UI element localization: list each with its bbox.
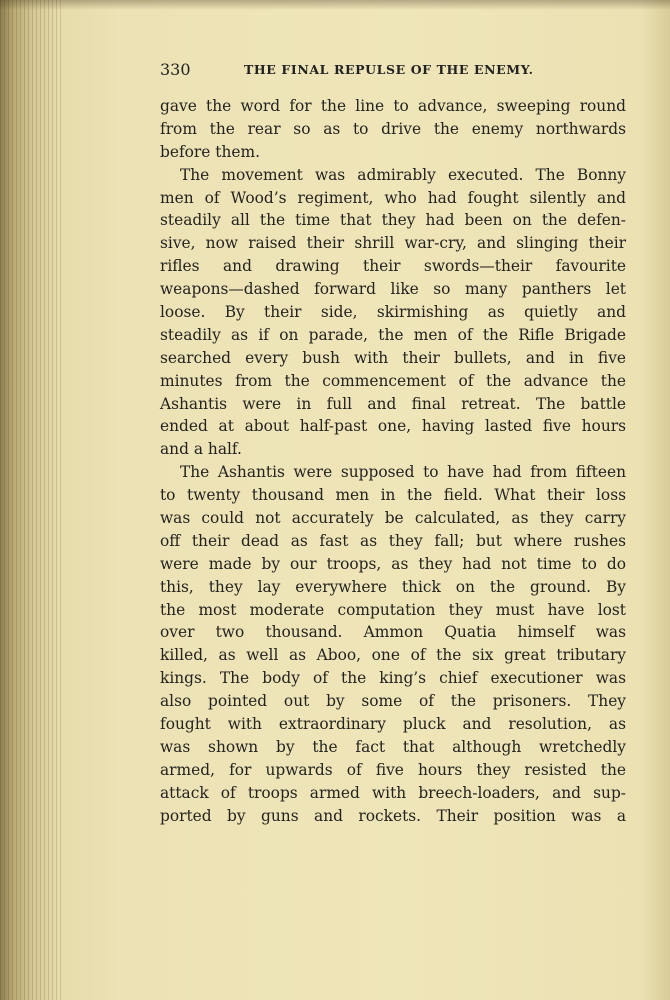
text-line: to twenty thousand men in the field. What their loss (160, 486, 626, 505)
text-line: The Ashantis were supposed to have had from fifteen (180, 463, 626, 482)
text-line: kings. The body of the king’s chief executioner was (160, 669, 626, 688)
page-number: 330 (160, 60, 191, 79)
text-line: sive, now raised their shrill war-cry, and slinging their (160, 234, 626, 253)
text-line: was shown by the fact that although wretchedly (160, 737, 626, 756)
text-line: men of Wood’s regiment, who had fought silently and (160, 188, 626, 207)
text-line: steadily as if on parade, the men of the Rifle Brigade (160, 325, 626, 344)
text-line: armed, for upwards of five hours they resisted the (160, 760, 626, 779)
text-line: from the rear so as to drive the enemy northwards (160, 119, 626, 138)
text-line: this, they lay everywhere thick on the ground. By (160, 577, 626, 596)
text-line: fought with extraordinary pluck and resolution, as (160, 715, 626, 734)
text-line: were made by our troops, as they had not time to do (160, 554, 626, 573)
text-line: searched every bush with their bullets, and in five (160, 348, 626, 367)
body-text (160, 95, 626, 828)
text-line: over two thousand. Ammon Quatia himself was (160, 623, 626, 642)
text-line: rifles and drawing their swords—their favourite (160, 257, 626, 276)
text-line: ported by guns and rockets. Their position was a (160, 806, 626, 825)
page-edge-leaves (0, 0, 62, 1000)
text-line: ended at about half-past one, having lasted five hours (160, 417, 626, 436)
text-line: weapons—dashed forward like so many panthers let (160, 280, 626, 299)
text-line: the most moderate computation they must have lost (160, 600, 626, 619)
text-line: Ashantis were in full and final retreat. The battle (160, 394, 626, 413)
text-line: before them. (160, 142, 260, 161)
text-line: minutes from the commencement of the advance the (160, 371, 626, 390)
text-line: attack of troops armed with breech-loaders, and sup- (160, 783, 626, 802)
text-line: off their dead as fast as they fall; but where rushes (160, 531, 626, 550)
running-title: THE FINAL REPULSE OF THE ENEMY. (244, 62, 534, 77)
text-line: killed, as well as Aboo, one of the six great tributary (160, 646, 626, 665)
text-line: loose. By their side, skirmishing as quietly and (160, 303, 626, 322)
text-line: and a half. (160, 440, 242, 459)
text-line: gave the word for the line to advance, sweeping round (160, 97, 626, 115)
text-line: The movement was admirably executed. The Bonny (180, 165, 626, 184)
text-line: also pointed out by some of the prisoners. They (160, 692, 626, 711)
page-header (160, 60, 630, 84)
text-line: was could not accurately be calculated, as they carry (160, 509, 626, 528)
page-top-shadow (0, 0, 670, 10)
text-line: steadily all the time that they had been on the defen- (160, 211, 626, 230)
